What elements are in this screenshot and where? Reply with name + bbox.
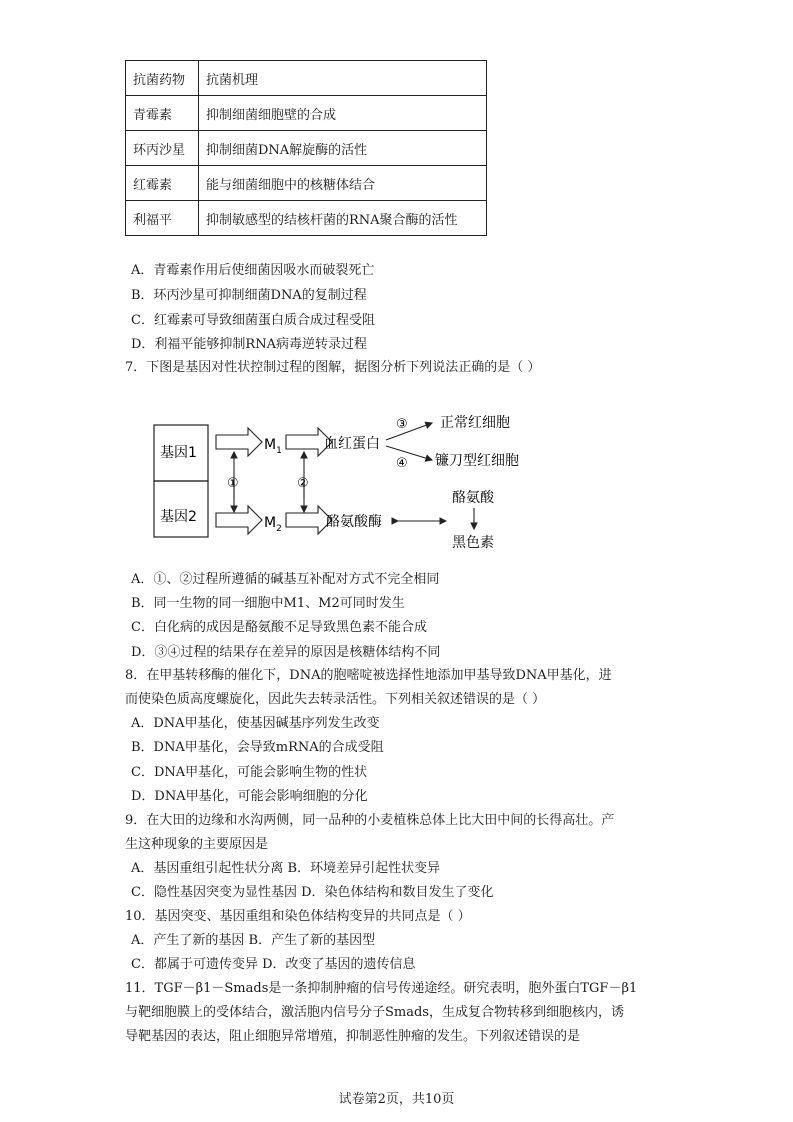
q7-option-d: D．③④过程的结果存在差异的原因是核糖体结构不同 bbox=[131, 645, 441, 660]
q6-option-a: A．青霉素作用后使细菌因吸水而破裂死亡 bbox=[131, 263, 375, 278]
q6-option-b: B．环丙沙星可抑制细菌DNA的复制过程 bbox=[131, 288, 367, 303]
q9-stem-line2: 生这种现象的主要原因是 bbox=[125, 837, 269, 852]
table-cell: 抗菌机理 bbox=[199, 61, 487, 96]
q8-stem-line1: 8．在甲基转移酶的催化下，DNA的胞嘧啶被选择性地添加甲基导致DNA甲基化，进 bbox=[125, 668, 612, 683]
q8-option-b: B．DNA甲基化，会导致mRNA的合成受阻 bbox=[131, 740, 384, 755]
table-cell: 抑制细菌DNA解旋酶的活性 bbox=[199, 131, 487, 166]
page-footer: 试卷第2页，共10页 bbox=[338, 1092, 455, 1107]
arrow-3 bbox=[386, 423, 432, 440]
q6-option-d: D．利福平能够抑制RNA病毒逆转录过程 bbox=[131, 337, 367, 352]
hemoglobin-label: 血红蛋白 bbox=[324, 436, 380, 452]
q7-stem: 7．下图是基因对性状控制过程的图解，据图分析下列说法正确的是（ ） bbox=[125, 360, 541, 375]
table-row bbox=[126, 201, 487, 236]
melanin-label: 黑色素 bbox=[452, 535, 494, 551]
table-cell: 抑制敏感型的结核杆菌的RNA聚合酶的活性 bbox=[199, 201, 487, 236]
process-2-label: ② bbox=[297, 476, 309, 491]
table-cell: 抗菌药物 bbox=[126, 61, 199, 96]
process-4-label: ④ bbox=[396, 456, 408, 471]
q10-options-line2: C．都属于可遗传变异 D．改变了基因的遗传信息 bbox=[131, 957, 416, 972]
hollow-arrow-gene2-m2 bbox=[216, 506, 262, 534]
tyrosine-label: 酪氨酸 bbox=[452, 490, 494, 506]
table-cell: 红霉素 bbox=[126, 166, 199, 201]
table-row bbox=[126, 131, 487, 166]
q11-line3: 导靶基因的表达，阻止细胞异常增殖，抑制恶性肿瘤的发生。下列叙述错误的是 bbox=[125, 1029, 581, 1044]
gene-control-diagram bbox=[150, 410, 519, 555]
normal-rbc-label: 正常红细胞 bbox=[440, 415, 510, 431]
m1-label: $M_1$ bbox=[264, 437, 282, 456]
table-cell: 能与细菌细胞中的核糖体结合 bbox=[199, 166, 487, 201]
q9-stem-line1: 9．在大田的边缘和水沟两侧，同一品种的小麦植株总体上比大田中间的长得高壮。产 bbox=[125, 813, 615, 828]
table-cell: 抑制细菌细胞壁的合成 bbox=[199, 96, 487, 131]
q7-option-c: C．白化病的成因是酪氨酸不足导致黑色素不能合成 bbox=[131, 620, 427, 635]
table-cell: 利福平 bbox=[126, 201, 199, 236]
process-3-label: ③ bbox=[396, 417, 408, 432]
q8-option-d: D．DNA甲基化，可能会影响细胞的分化 bbox=[131, 789, 368, 804]
q10-options-line1: A．产生了新的基因 B．产生了新的基因型 bbox=[131, 933, 376, 948]
q9-options-line1: A．基因重组引起性状分离 B．环境差异引起性状变异 bbox=[131, 861, 441, 876]
table-cell: 环丙沙星 bbox=[126, 131, 199, 166]
q6-option-c: C．红霉素可导致细菌蛋白质合成过程受阻 bbox=[131, 313, 375, 328]
q7-option-a: A．①、②过程所遵循的碱基互补配对方式不完全相同 bbox=[131, 572, 440, 587]
hollow-arrow-gene1-m1 bbox=[216, 428, 262, 456]
table-row bbox=[126, 61, 487, 96]
gene1-label: 基因1 bbox=[160, 445, 197, 461]
q8-option-a: A．DNA甲基化，使基因碱基序列发生改变 bbox=[131, 716, 380, 731]
table-row bbox=[126, 96, 487, 131]
q7-option-b: B．同一生物的同一细胞中M1、M2可同时发生 bbox=[131, 596, 405, 611]
table-cell: 青霉素 bbox=[126, 96, 199, 131]
table-row bbox=[126, 166, 487, 201]
tyrosinase-label: 酪氨酸酶 bbox=[326, 514, 382, 530]
q11-line2: 与靶细胞膜上的受体结合，激活胞内信号分子Smads，生成复合物转移到细胞核内，诱 bbox=[125, 1005, 624, 1020]
arrow-4 bbox=[386, 446, 432, 460]
q8-stem-line2: 而使染色质高度螺旋化，因此失去转录活性。下列相关叙述错误的是（ ） bbox=[125, 692, 546, 707]
sickle-rbc-label: 镰刀型红细胞 bbox=[435, 453, 519, 469]
gene2-label: 基因2 bbox=[160, 509, 197, 525]
antibiotic-table bbox=[125, 60, 487, 236]
q8-option-c: C．DNA甲基化，可能会影响生物的性状 bbox=[131, 765, 368, 780]
q11-line1: 11．TGF－β1－Smads是一条抑制肿瘤的信号传递途经。研究表明，胞外蛋白TGF－β1 bbox=[125, 981, 638, 996]
process-1-label: ① bbox=[227, 476, 239, 491]
q9-options-line2: C．隐性基因突变为显性基因 D．染色体结构和数目发生了变化 bbox=[131, 885, 494, 900]
m2-label: $M_2$ bbox=[264, 515, 282, 534]
q10-stem: 10．基因突变、基因重组和染色体结构变异的共同点是（ ） bbox=[125, 909, 471, 924]
